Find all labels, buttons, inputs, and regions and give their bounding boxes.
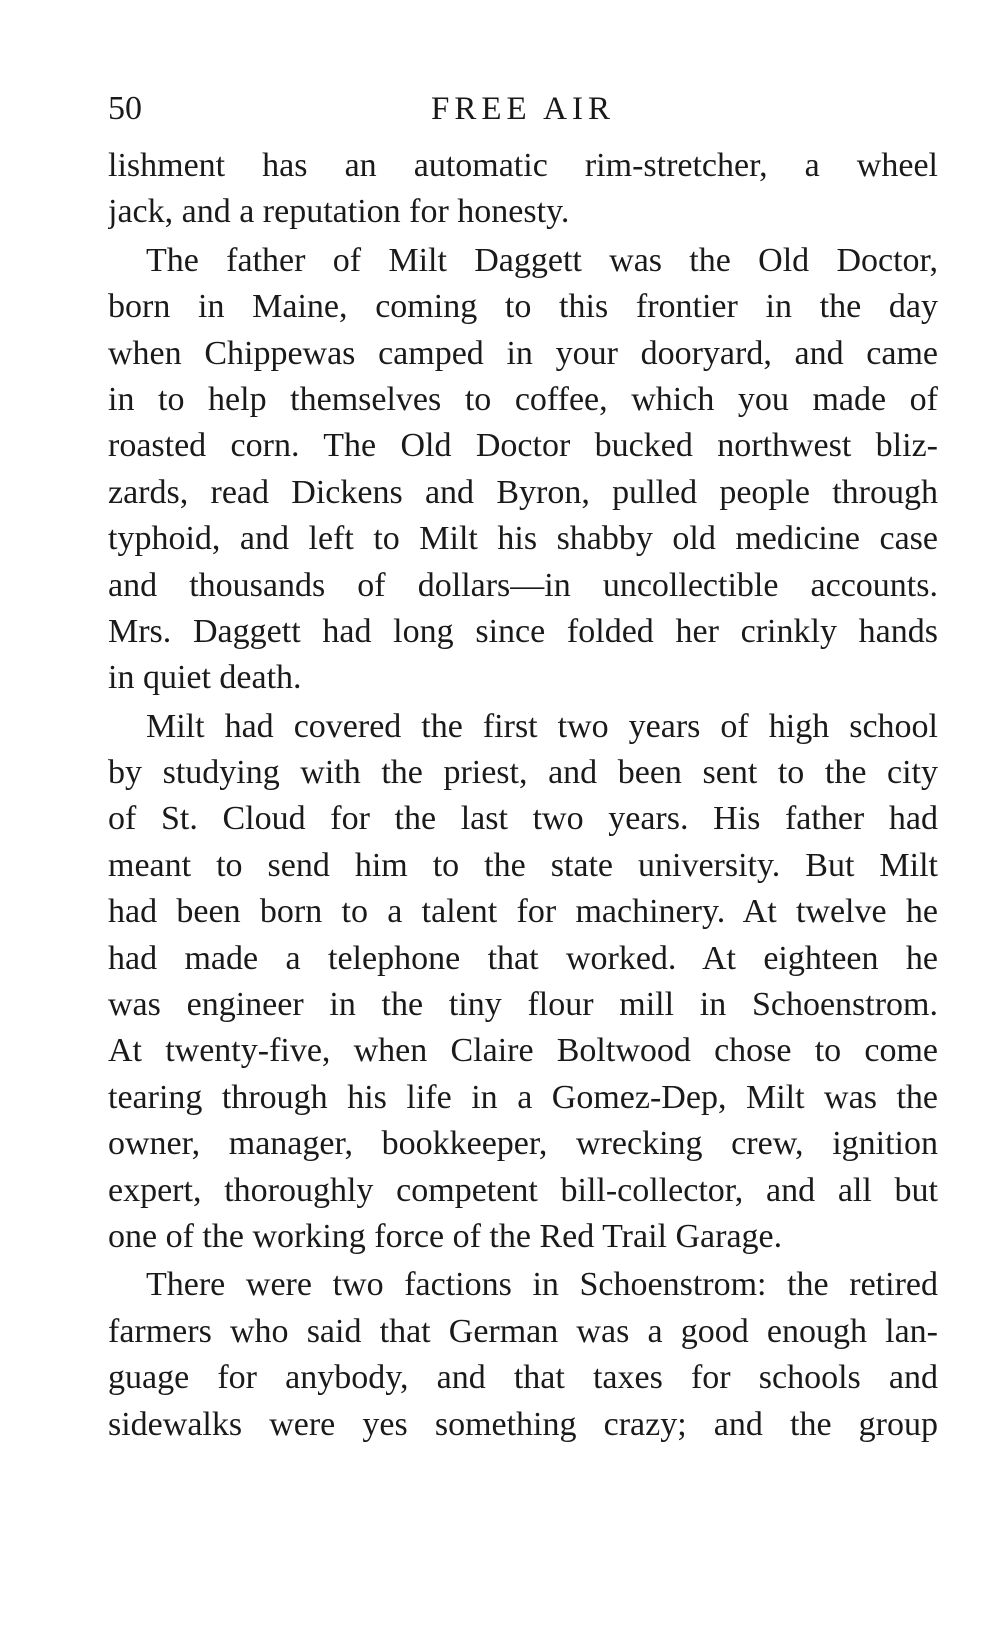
paragraph xyxy=(108,143,938,236)
paragraph xyxy=(108,238,938,702)
book-title: FREE AIR xyxy=(431,91,615,127)
text-line: and thousands of dollars—in uncollectible accounts. xyxy=(108,566,938,604)
text-line: farmers who said that German was a good enough lan- xyxy=(108,1312,938,1350)
text-line: had been born to a talent for machinery. At twelve he xyxy=(108,893,938,931)
paragraph xyxy=(108,704,938,1261)
text-line: zards, read Dickens and Byron, pulled people through xyxy=(108,473,938,511)
text-line: meant to send him to the state university. But Milt xyxy=(108,846,938,884)
text-line: one of the working force of the Red Trail Garage. xyxy=(108,1217,783,1255)
text-line: Milt had covered the first two years of high school xyxy=(146,707,938,745)
paragraph xyxy=(108,1262,938,1448)
text-line: in quiet death. xyxy=(108,659,302,697)
running-head xyxy=(108,84,938,134)
text-line: Mrs. Daggett had long since folded her crinkly hands xyxy=(108,612,938,650)
text-line: tearing through his life in a Gomez-Dep, Milt was the xyxy=(108,1078,938,1116)
text-line: roasted corn. The Old Doctor bucked northwest bliz- xyxy=(108,427,938,465)
page-number: 50 xyxy=(108,90,142,127)
body-text xyxy=(108,143,938,1448)
text-line: jack, and a reputation for honesty. xyxy=(108,193,570,231)
text-line: had made a telephone that worked. At eighteen he xyxy=(108,939,938,977)
text-line: sidewalks were yes something crazy; and the group xyxy=(108,1405,938,1443)
text-line: by studying with the priest, and been sent to the city xyxy=(108,754,938,792)
text-line: The father of Milt Daggett was the Old Doctor, xyxy=(146,241,938,279)
text-line: guage for anybody, and that taxes for schools and xyxy=(108,1359,938,1397)
text-line: of St. Cloud for the last two years. His father had xyxy=(108,800,938,838)
text-line: lishment has an automatic rim-stretcher, a wheel xyxy=(108,147,938,184)
text-line: expert, thoroughly competent bill-collector, and all but xyxy=(108,1171,938,1209)
text-line: At twenty-five, when Claire Boltwood chose to come xyxy=(108,1032,938,1070)
text-line: when Chippewas camped in your dooryard, and came xyxy=(108,334,938,372)
text-line: typhoid, and left to Milt his shabby old medicine case xyxy=(108,520,938,558)
text-line: was engineer in the tiny flour mill in Schoenstrom. xyxy=(108,986,938,1024)
text-line: born in Maine, coming to this frontier in the day xyxy=(108,288,938,326)
text-line: in to help themselves to coffee, which you made of xyxy=(108,380,938,418)
text-line: There were two factions in Schoenstrom: the retired xyxy=(146,1266,938,1304)
text-line: owner, manager, bookkeeper, wrecking crew, ignition xyxy=(108,1125,938,1163)
